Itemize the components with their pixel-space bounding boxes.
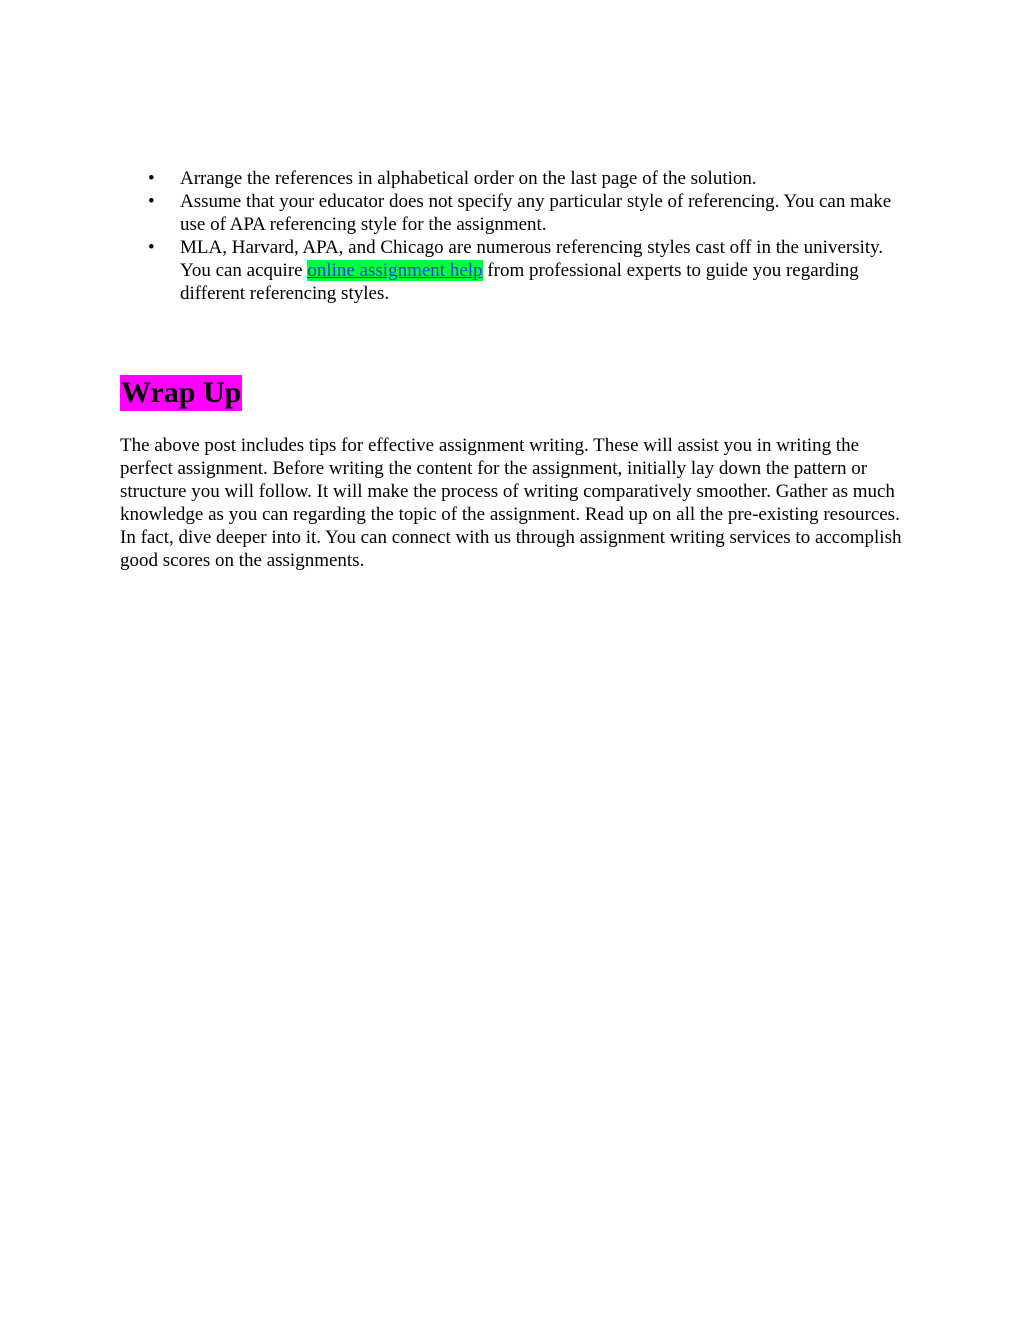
list-item-text-after-link: from professional experts to guide you regarding different referencing styles. bbox=[180, 260, 859, 304]
list-item bbox=[120, 167, 910, 190]
bullet-icon: • bbox=[148, 191, 155, 212]
list-item bbox=[120, 190, 910, 236]
list-item-text: Arrange the references in alphabetical order on the last page of the solution. bbox=[180, 168, 757, 189]
list-item-text: Assume that your educator does not specify any particular style of referencing. You can make use of APA referencing style for the assignment. bbox=[180, 191, 892, 235]
list-item-text-before-link: MLA, Harvard, APA, and Chicago are numerous referencing styles cast off in the university. You can acquire bbox=[180, 237, 884, 281]
bullet-icon: • bbox=[148, 237, 155, 258]
list-item bbox=[120, 236, 910, 305]
wrap-up-paragraph: The above post includes tips for effective assignment writing. These will assist you in writing the perfect assignment. Before writing the content for the assignment, initially lay down the pattern or structure you will follow. It will make the process of writing comparatively smoother. Gather as much knowledge as you can regarding the topic of the assignment. Read up on all the pre-existing resources. In fact, dive deeper into it. You can connect with us through assignment writing services to accomplish good scores on the assignments. bbox=[120, 435, 902, 571]
bullet-icon: • bbox=[148, 168, 155, 189]
section-heading: Wrap Up bbox=[121, 376, 242, 409]
references-bullet-list bbox=[120, 167, 910, 305]
online-assignment-help-link[interactable]: online assignment help bbox=[307, 260, 483, 281]
